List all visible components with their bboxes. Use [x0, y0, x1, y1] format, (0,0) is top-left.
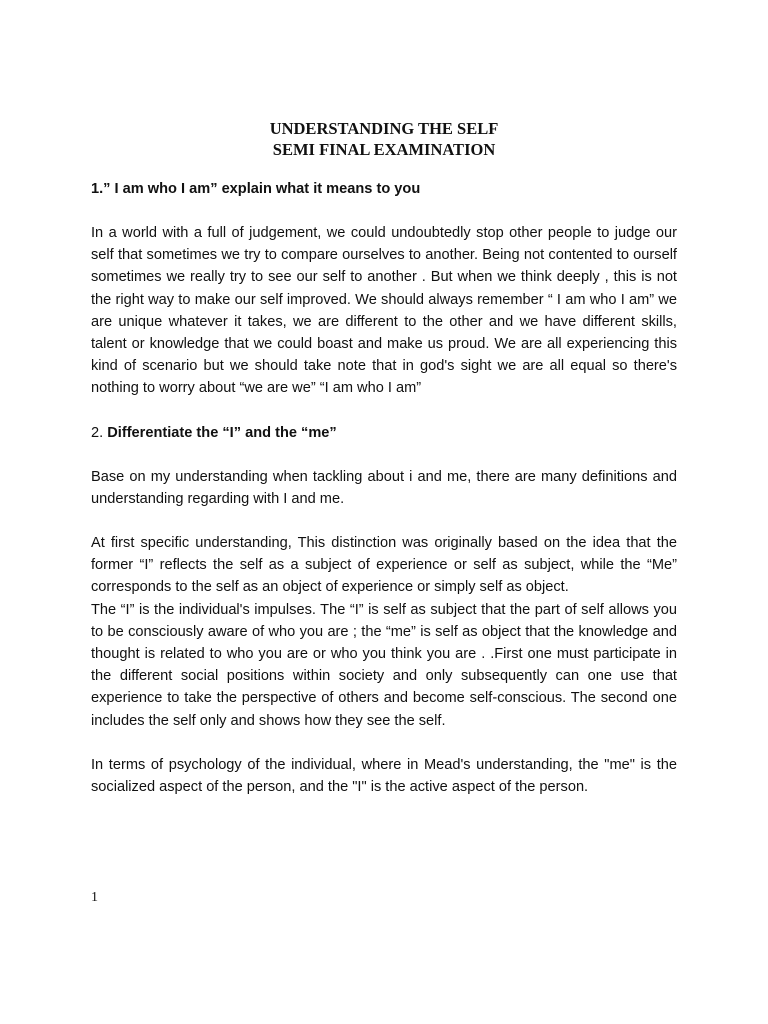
answer-1-paragraph: In a world with a full of judgement, we could undoubtedly stop other people to judge our self that sometimes we try to compare ourselves to another. Being not contented to ourself sometimes we really try to see our self to another . But when we think deeply , this is not the right way to make our self improved. We should always remember “ I am who I am” we are unique whatever it takes, we are different to the other and we have different skills, talent or knowledge that we could boast and make us proud. We are all experiencing this kind of scenario but we should take note that in god's sight we are all equal so there's nothing to worry about “we are we” “I am who I am” — [91, 225, 677, 397]
answer-2-paragraph-1: Base on my understanding when tackling about i and me, there are many definitions and understanding regarding with I and me. — [91, 468, 677, 507]
question-2-heading — [91, 422, 677, 444]
document-page — [91, 118, 677, 798]
question-1-text: ” I am who I am” explain what it means to you — [103, 181, 421, 197]
answer-2-paragraph-3: The “I” is the individual's impulses. The “I” is self as subject that the part of self allows you to be consciously aware of who you are ; the “me” is self as object that the knowledge and thought is related to who you are or who you think you are . .First one must participate in the different social positions within society and only subsequently can one use that experience to take the perspective of others and become self-conscious. The second one includes the self only and shows how they see the self. — [91, 601, 677, 729]
answer-2-paragraph-4: In terms of psychology of the individual, where in Mead's understanding, the "me" is the socialized aspect of the person, and the "I" is the active aspect of the person. — [91, 756, 677, 796]
page-number: 1 — [91, 890, 98, 905]
question-2-text: Differentiate the “I” and the “me” — [107, 424, 337, 441]
question-1-number: 1. — [91, 181, 104, 197]
question-2-number: 2. — [91, 424, 104, 441]
document-title: UNDERSTANDING THE SELF — [269, 119, 499, 138]
document-subtitle: SEMI FINAL EXAMINATION — [272, 140, 496, 159]
question-1-heading — [91, 178, 677, 200]
answer-2-paragraph-2: At first specific understanding, This distinction was originally based on the idea that the former “I” reflects the self as a subject of experience or self as subject, while the “Me” corresponds to the self as an object of experience or simply self as object. — [91, 535, 677, 596]
